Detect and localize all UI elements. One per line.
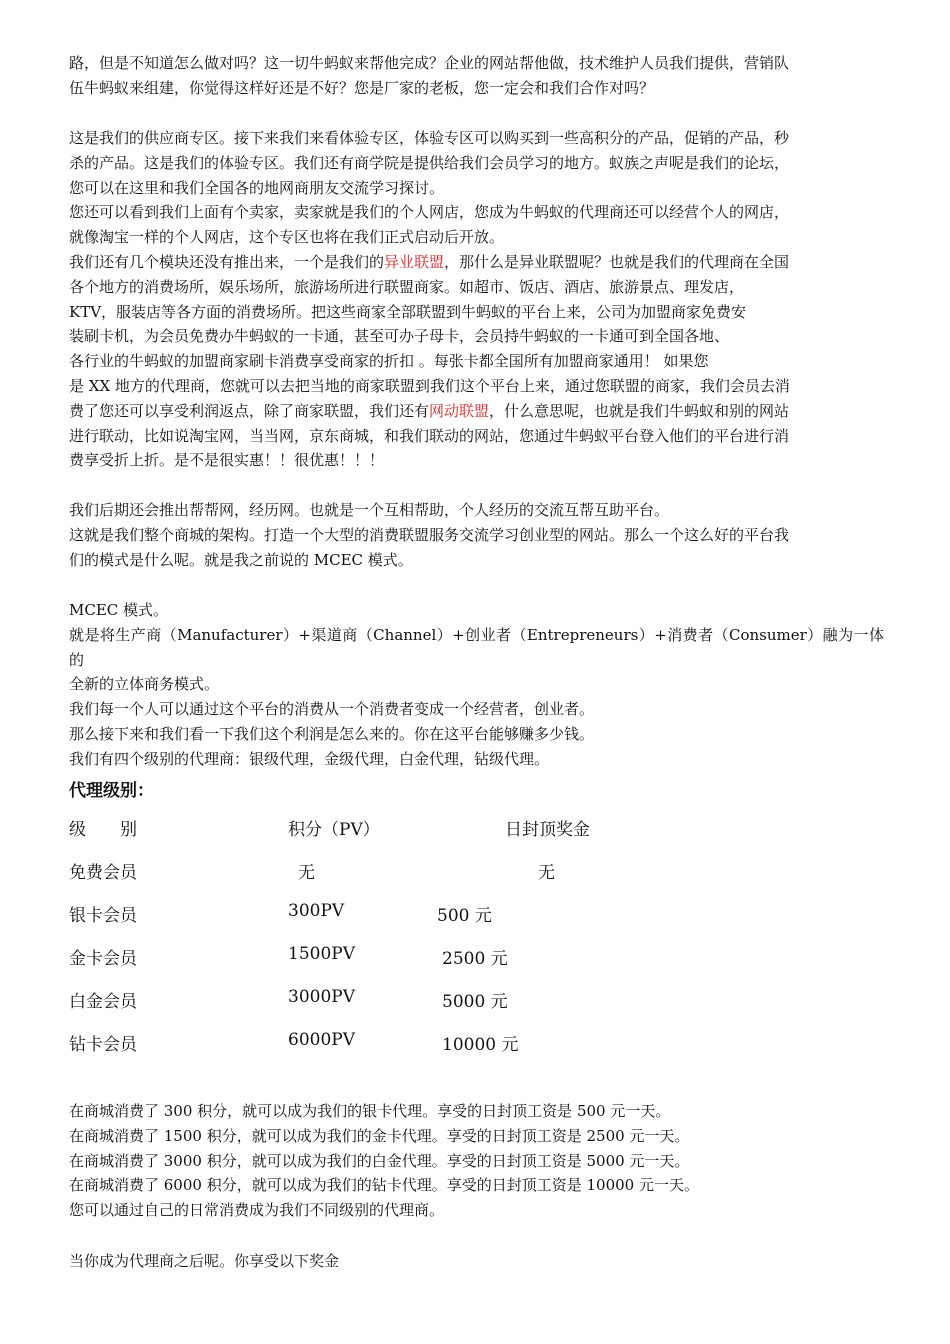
paragraph-bonus-intro [69,1249,884,1274]
text-line: 我们有四个级别的代理商：银级代理，金级代理，白金代理，钻级代理。 [69,749,550,768]
text-line: 您还可以看到我们上面有个卖家，卖家就是我们的个人网店，您成为牛蚂蚁的代理商还可以经营个人的网店， [69,203,790,222]
paragraph-mcec [69,598,884,722]
cell-pv: 3000PV [288,987,355,1007]
text-line: 就像淘宝一样的个人网店，这个专区也将在我们正式启动后开放。 [69,228,505,247]
table-row [0,901,950,931]
paragraph-profit [69,722,884,772]
text-line: 就是将生产商（Manufacturer）+渠道商（Channel）+创业者（Entrepreneurs）+消费者（Consumer）融为一体的 [69,625,884,669]
paragraph-levels-detail [69,1099,884,1223]
text-line: 各个地方的消费场所，娱乐场所，旅游场所进行联盟商家。如超市、饭店、酒店、旅游景点、理发店， [69,277,745,296]
paragraph-platform [69,498,884,572]
text-line: 进行联动，比如说淘宝网，当当网，京东商城，和我们联动的网站，您通过牛蚂蚁平台登入他们的平台进行消 [69,426,790,445]
text-run: ，那什么是异业联盟呢？也就是我们的代理商在全国 [444,253,790,271]
paragraph-intro [69,51,884,101]
text-line: 这就是我们整个商城的架构。打造一个大型的消费联盟服务交流学习创业型的网站。那么一个这么好的平台我 [69,525,790,544]
text-line: 您可以在这里和我们全国各的地网商朋友交流学习探讨。 [69,178,445,197]
cell-level: 金卡会员 [69,949,137,969]
cell-bonus: 500 元 [437,906,492,926]
table-row [0,944,950,974]
text-line: 们的模式是什么呢。就是我之前说的 MCEC 模式。 [69,550,413,569]
cell-pv: 无 [298,863,315,883]
text-line: 当你成为代理商之后呢。你享受以下奖金 [69,1252,340,1270]
text-line: 全新的立体商务模式。 [69,675,220,694]
highlight-network-alliance: 网动联盟 [429,401,490,420]
text-line: 在商城消费了 6000 积分，就可以成为我们的钻卡代理。享受的日封顶工资是 10000 元一天。 [69,1176,699,1195]
table-row [0,1030,950,1060]
table-header-row [0,815,950,845]
table-row [0,987,950,1017]
text-line: 这是我们的供应商专区。接下来我们来看体验专区，体验专区可以购买到一些高积分的产品，促销的产品，秒 [69,129,790,147]
text-line: 各行业的牛蚂蚁的加盟商家刷卡消费享受商家的折扣 。每张卡都全国所有加盟商家通用！ 如果您 [69,352,709,371]
cell-bonus: 5000 元 [442,992,508,1012]
text-line [69,250,884,275]
cell-level: 银卡会员 [69,906,137,926]
text-run: ，什么意思呢，也就是我们牛蚂蚁和别的网站 [489,401,790,420]
text-line: 在商城消费了 300 积分，就可以成为我们的银卡代理。享受的日封顶工资是 500 元一天。 [69,1102,671,1120]
cell-level: 免费会员 [69,863,137,883]
text-run: 费了您还可以享受利润返点，除了商家联盟，我们还有 [69,401,430,420]
text-line: 费享受折上折。是不是很实惠！！很优惠！！！ [69,451,385,470]
cell-level: 白金会员 [69,992,137,1012]
text-line: 我们每一个人可以通过这个平台的消费从一个消费者变成一个经营者，创业者。 [69,700,595,719]
text-line: 在商城消费了 1500 积分，就可以成为我们的金卡代理。享受的日封顶工资是 2500 元一天。 [69,1126,690,1145]
text-line: 您可以通过自己的日常消费成为我们不同级别的代理商。 [69,1201,445,1220]
text-line: 我们后期还会推出帮帮网，经历网。也就是一个互相帮助，个人经历的交流互帮互助平台。 [69,501,670,519]
cell-bonus: 2500 元 [442,949,508,969]
cell-bonus: 无 [538,863,555,883]
text-line [69,399,884,424]
table-row [0,858,950,888]
text-run: 我们还有几个模块还没有推出来，一个是我们的 [69,253,385,271]
text-line: 伍牛蚂蚁来组建，你觉得这样好还是不好？您是厂家的老板，您一定会和我们合作对吗？ [69,78,655,97]
highlight-alliance: 异业联盟 [384,253,445,271]
text-line: 杀的产品。这是我们的体验专区。我们还有商学院是提供给我们会员学习的地方。蚁族之声呢是我们的论坛， [69,153,790,172]
cell-pv: 6000PV [288,1030,355,1050]
cell-level: 钻卡会员 [69,1035,137,1055]
cell-bonus: 10000 元 [442,1035,519,1055]
text-line: 装刷卡机，为会员免费办牛蚂蚁的一卡通，甚至可办子母卡，会员持牛蚂蚁的一卡通可到全国各地、 [69,327,730,346]
header-pv: 积分（PV） [288,820,380,840]
cell-pv: 1500PV [288,944,355,964]
paragraph-alliance [69,250,884,473]
header-level: 级 别 [69,820,137,840]
text-line: KTV，服装店等各方面的消费场所。把这些商家全部联盟到牛蚂蚁的平台上来，公司为加盟商家免费安 [69,302,747,321]
text-line: 路，但是不知道怎么做对吗？这一切牛蚂蚁来帮他完成？企业的网站帮他做，技术维护人员我们提供，营销队 [69,54,790,72]
text-line: 那么接下来和我们看一下我们这个利润是怎么来的。你在这平台能够赚多少钱。 [69,725,595,743]
text-line: 是 XX 地方的代理商，您就可以去把当地的商家联盟到我们这个平台上来，通过您联盟的商家，我们会员去消 [69,376,790,395]
text-line: MCEC 模式。 [69,601,169,619]
paragraph-supplier-zone [69,126,884,250]
cell-pv: 300PV [288,901,345,921]
header-bonus: 日封顶奖金 [505,820,590,840]
text-line: 在商城消费了 3000 积分，就可以成为我们的白金代理。享受的日封顶工资是 5000 元一天。 [69,1151,690,1170]
agent-level-heading: 代理级别： [69,781,154,801]
